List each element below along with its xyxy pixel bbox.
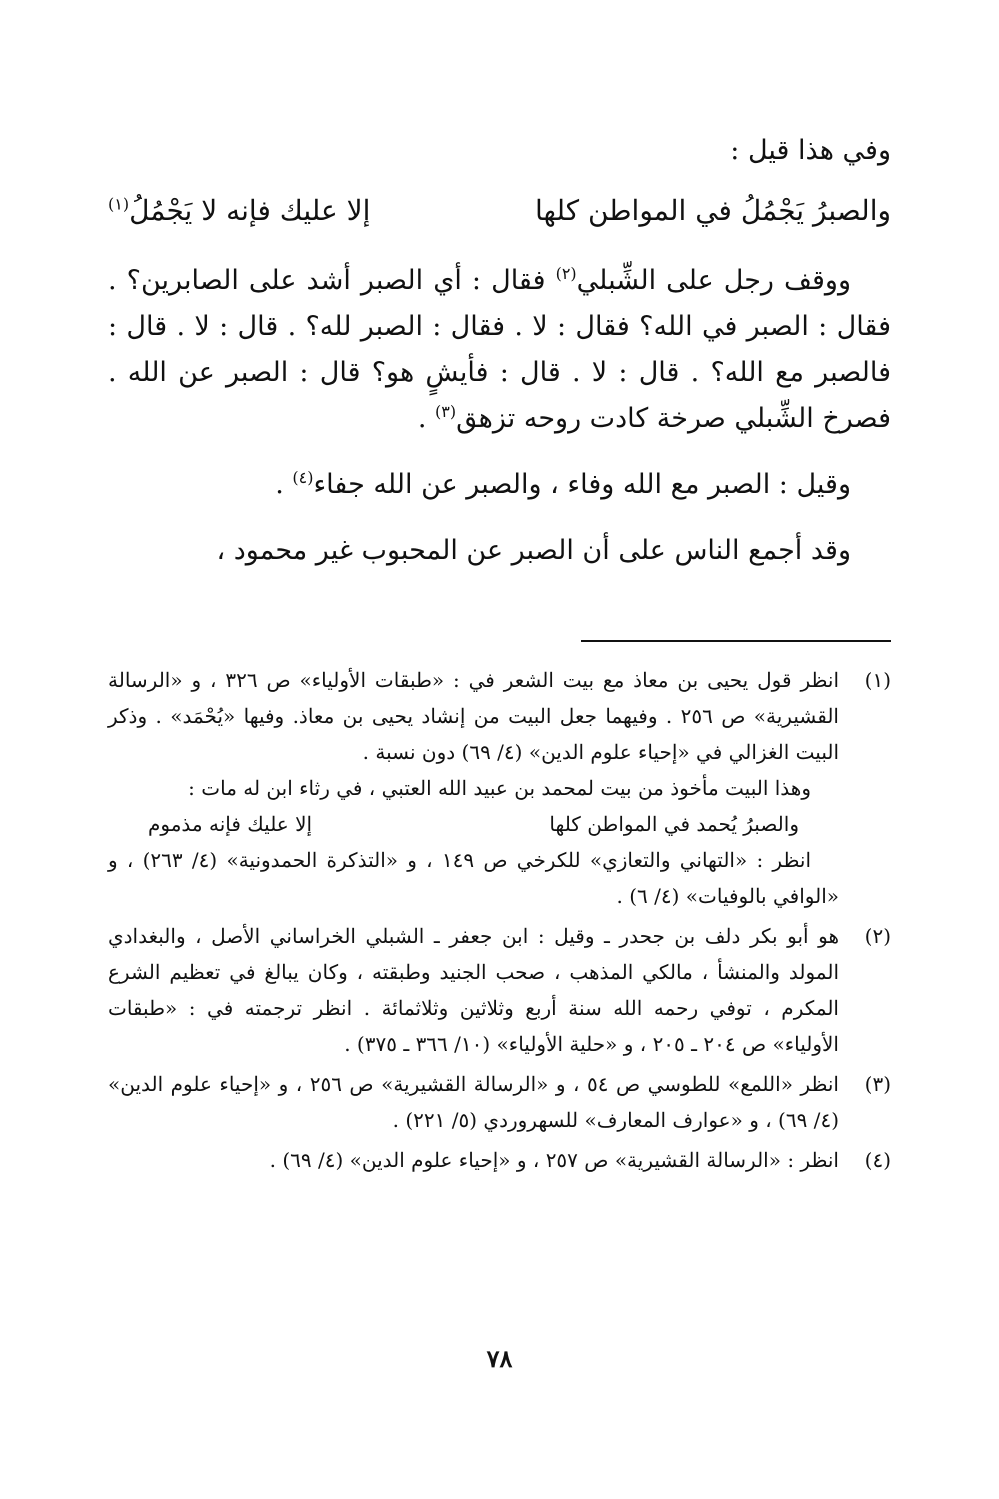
footnote-number: (٤) <box>864 1148 891 1172</box>
footnote-2 <box>108 918 891 1062</box>
footnote-3-body: انظر «اللمع» للطوسي ص ٥٤ ، و «الرسالة القشيرية» ص ٢٥٦ ، و «إحياء علوم الدين» (٤/ ٦٩) ، و «عوارف المعارف» للسهروردي (٥/ ٢٢١) . <box>108 1072 839 1132</box>
footnotes <box>108 662 891 1182</box>
footnote-verse-first: والصبرُ يُحمد في المواطن كلها <box>549 812 799 836</box>
paragraph-ijma-text: وقد أجمع الناس على أن الصبر عن المحبوب غير محمود ، <box>216 535 851 566</box>
footnote-4-body: انظر : «الرسالة القشيرية» ص ٢٥٧ ، و «إحياء علوم الدين» (٤/ ٦٩) . <box>269 1148 839 1172</box>
poem-verse <box>108 188 891 234</box>
verse-second-hemistich-text: إلا عليك فإنه لا يَجْمُلُ <box>129 194 371 227</box>
verse-second-hemistich <box>108 188 370 234</box>
footnote-1-continuation: وهذا البيت مأخوذ من بيت لمحمد بن عبيد الله العتبي ، في رثاء ابن له مات : <box>188 776 811 800</box>
verse-first-hemistich: والصبرُ يَجْمُلُ في المواطن كلها <box>535 194 891 227</box>
intro-text: وفي هذا قيل : <box>730 135 891 166</box>
footnote-ref-4[interactable]: (٤) <box>292 468 314 487</box>
page-number: ٧٨ <box>486 1344 513 1373</box>
footnote-number: (٣) <box>864 1072 891 1096</box>
footnote-text <box>108 918 839 1062</box>
footnote-text <box>108 1142 839 1178</box>
footnote-4 <box>108 1142 891 1178</box>
footnote-text <box>108 1066 839 1138</box>
paragraph-ijma <box>108 528 891 574</box>
footnote-1-body: انظر قول يحيى بن معاذ مع بيت الشعر في : «طبقات الأولياء» ص ٣٢٦ ، و «الرسالة القشيرية» ص ٢٥٦ . وفيهما جعل البيت من إنشاد يحيى بن معاذ. وفيها «يُحْمَد» . وذكر البيت الغزالي في «إحياء علوم الدين» (٤/ ٦٩) دون نسبة . <box>108 668 840 764</box>
footnote-verse-second: إلا عليك فإنه مذموم <box>148 812 313 836</box>
paragraph-shibli-text-b: فقال : أي الصبر أشد على الصابرين؟ . فقال : الصبر في الله؟ فقال : لا . فقال : الصبر لله؟ . قال : لا . قال : فالصبر مع الله؟ . قال : لا . قال : فأيشٍ هو؟ قال : الصبر عن الله . فصرخ الشِّبلي صرخة كادت روحه تزهق <box>108 265 891 434</box>
footnote-ref-3[interactable]: (٣) <box>435 402 457 421</box>
footnote-text <box>108 662 839 914</box>
footnote-number: (٢) <box>864 924 891 948</box>
footnote-1-sources: انظر : «التهاني والتعازي» للكرخي ص ١٤٩ ، و «التذكرة الحمدونية» (٤/ ٢٦٣) ، و «الوافي بالوفيات» (٤/ ٦) . <box>108 848 839 908</box>
intro-line <box>108 128 891 174</box>
paragraph-shibli <box>108 258 891 442</box>
footnote-2-body: هو أبو بكر دلف بن جحدر ـ وقيل : ابن جعفر ـ الشبلي الخراساني الأصل ، والبغدادي المولد والمنشأ ، مالكي المذهب ، صحب الجنيد وطبقته ، وكان يبالغ في تعظيم الشرع المكرم ، توفي رحمه الله سنة أربع وثلاثين وثلاثمائة . انظر ترجمته في : «طبقات الأولياء» ص ٢٠٤ ـ ٢٠٥ ، و «حلية الأولياء» (١٠/ ٣٦٦ ـ ٣٧٥) . <box>108 924 839 1056</box>
paragraph-qil-text: وقيل : الصبر مع الله وفاء ، والصبر عن الله جفاء <box>313 469 851 500</box>
paragraph-qil <box>108 462 891 508</box>
footnote-1-verse <box>108 806 839 842</box>
footnote-ref-1[interactable]: (١) <box>108 194 130 214</box>
paragraph-shibli-end: . <box>417 403 436 434</box>
footnote-3 <box>108 1066 891 1138</box>
paragraph-shibli-text-a: ووقف رجل على الشِّبلي <box>576 265 851 296</box>
footnote-1 <box>108 662 891 914</box>
paragraph-qil-end: . <box>275 469 293 500</box>
main-text <box>108 128 891 574</box>
footnote-number: (١) <box>864 668 891 692</box>
footnote-ref-2[interactable]: (٢) <box>555 264 577 283</box>
footnote-separator <box>581 640 891 642</box>
